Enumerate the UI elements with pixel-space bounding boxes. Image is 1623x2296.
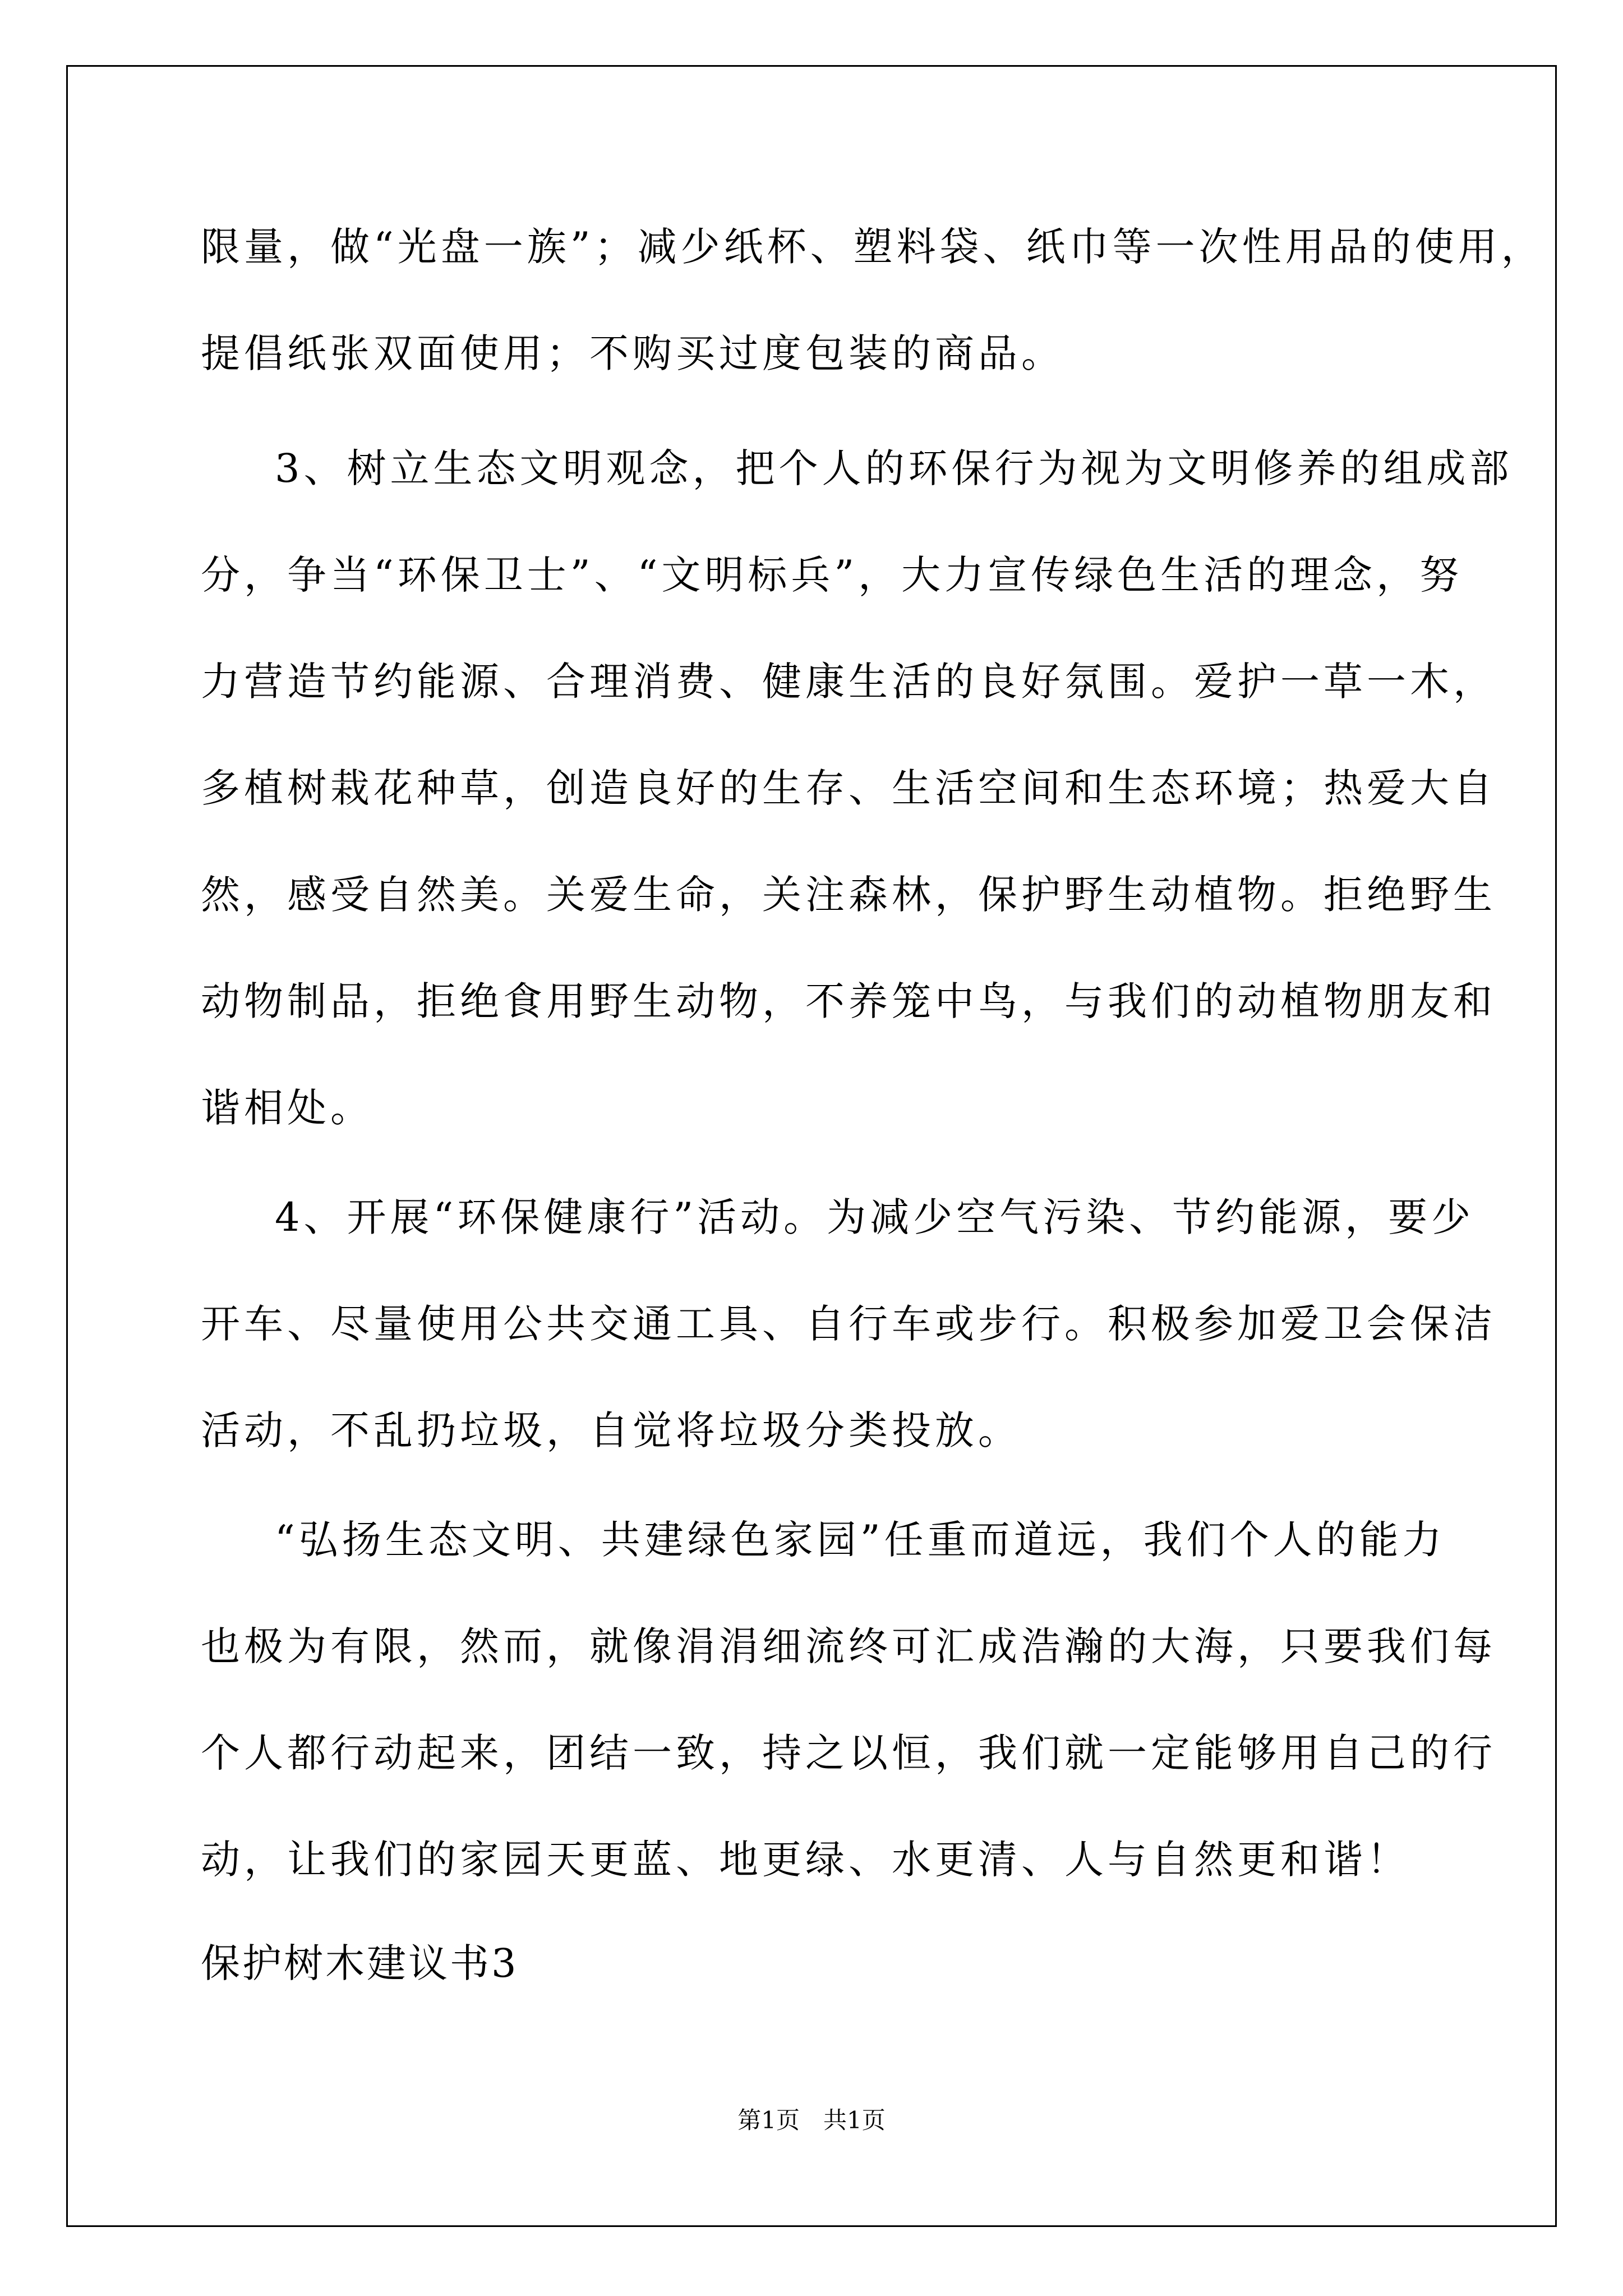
body-line: 动物制品，拒绝食用野生动物，不养笼中鸟，与我们的动植物朋友和 [201,978,1496,1024]
body-line: 然，感受自然美。关爱生命，关注森林，保护野生动植物。拒绝野生 [201,872,1496,918]
body-line: 开车、尽量使用公共交通工具、自行车或步行。积极参加爱卫会保洁 [201,1301,1496,1347]
paragraph-3-start: 3、树立生态文明观念，把个人的环保行为视为文明修养的组成部 [275,445,1513,491]
body-line: 力营造节约能源、合理消费、健康生活的良好氛围。爱护一草一木， [201,659,1496,705]
body-line: 活动，不乱扔垃圾，自觉将垃圾分类投放。 [201,1407,1021,1453]
body-line: 多植树栽花种草，创造良好的生存、生活空间和生态环境；热爱大自 [201,765,1496,811]
section-heading: 保护树木建议书3 [201,1940,519,1986]
body-line: 提倡纸张双面使用；不购买过度包装的商品。 [201,330,1064,376]
paragraph-4-start: 4、开展“环保健康行”活动。为减少空气污染、节约能源，要少 [275,1194,1475,1240]
body-line: 也极为有限，然而，就像涓涓细流终可汇成浩瀚的大海，只要我们每 [201,1623,1496,1669]
page-number-footer: 第1页 共1页 [737,2106,886,2134]
body-line: 个人都行动起来，团结一致，持之以恒，我们就一定能够用自己的行 [201,1730,1496,1776]
closing-paragraph-start: “弘扬生态文明、共建绿色家园”任重而道远，我们个人的能力 [275,1517,1446,1563]
body-line: 动，让我们的家园天更蓝、地更绿、水更清、人与自然更和谐！ [201,1837,1410,1883]
body-line: 限量，做“光盘一族”；减少纸杯、塑料袋、纸巾等一次性用品的使用， [201,224,1544,270]
page-border [66,65,1557,2227]
body-line: 分，争当“环保卫士”、“文明标兵”，大力宣传绿色生活的理念，努 [201,552,1463,598]
body-line: 谐相处。 [201,1085,374,1131]
